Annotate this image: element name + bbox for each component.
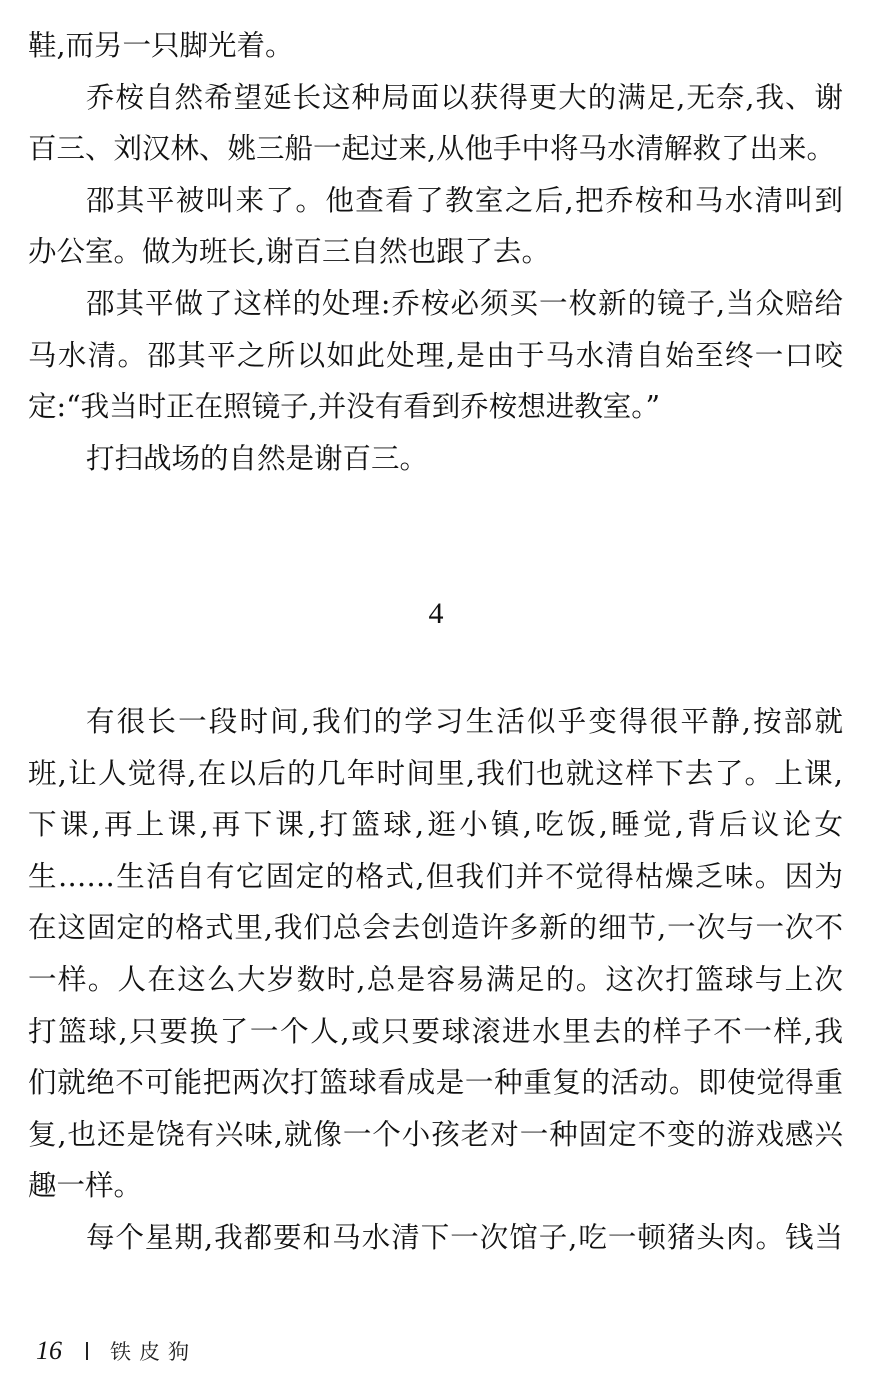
text-line: 在这固定的格式里,我们总会去创造许多新的细节,一次与一次不 bbox=[28, 911, 843, 945]
text-line: 邵其平被叫来了。他查看了教室之后,把乔桉和马水清叫到 bbox=[86, 183, 843, 217]
text-line: 班,让人觉得,在以后的几年时间里,我们也就这样下去了。上课, bbox=[28, 756, 843, 790]
text-block-section-4 bbox=[28, 696, 843, 1264]
text-line: 每个星期,我都要和马水清下一次馆子,吃一顿猪头肉。钱当 bbox=[86, 1220, 843, 1254]
text-line: 打篮球,只要换了一个人,或只要球滚进水里去的样子不一样,我 bbox=[28, 1014, 843, 1048]
page-footer bbox=[36, 1333, 197, 1369]
text-line: 定:“我当时正在照镜子,并没有看到乔桉想进教室。” bbox=[28, 390, 661, 424]
text-line: 们就绝不可能把两次打篮球看成是一种重复的活动。即使觉得重 bbox=[28, 1066, 843, 1100]
text-line: 打扫战场的自然是谢百三。 bbox=[86, 441, 429, 475]
text-line: 一样。人在这么大岁数时,总是容易满足的。这次打篮球与上次 bbox=[28, 962, 843, 996]
text-line: 马水清。邵其平之所以如此处理,是由于马水清自始至终一口咬 bbox=[28, 338, 843, 372]
text-line: 办公室。做为班长,谢百三自然也跟了去。 bbox=[28, 235, 551, 269]
text-line: 乔桉自然希望延长这种局面以获得更大的满足,无奈,我、谢 bbox=[86, 80, 843, 114]
text-line: 下课,再上课,再下课,打篮球,逛小镇,吃饭,睡觉,背后议论女 bbox=[28, 808, 843, 842]
text-line: 生……生活自有它固定的格式,但我们并不觉得枯燥乏味。因为 bbox=[28, 859, 843, 893]
footer-separator bbox=[86, 1342, 88, 1360]
running-title: 铁皮狗 bbox=[110, 1340, 197, 1364]
text-line: 邵其平做了这样的处理:乔桉必须买一枚新的镜子,当众赔给 bbox=[86, 286, 843, 320]
text-line: 鞋,而另一只脚光着。 bbox=[28, 29, 294, 62]
page-number: 16 bbox=[36, 1336, 62, 1365]
text-line: 趣一样。 bbox=[28, 1169, 143, 1203]
section-number: 4 bbox=[428, 597, 444, 630]
text-block-top bbox=[28, 20, 843, 484]
text-line: 百三、刘汉林、姚三船一起过来,从他手中将马水清解救了出来。 bbox=[28, 132, 836, 166]
text-line: 复,也还是饶有兴味,就像一个小孩老对一种固定不变的游戏感兴 bbox=[28, 1117, 843, 1151]
text-line: 有很长一段时间,我们的学习生活似乎变得很平静,按部就 bbox=[86, 705, 843, 738]
